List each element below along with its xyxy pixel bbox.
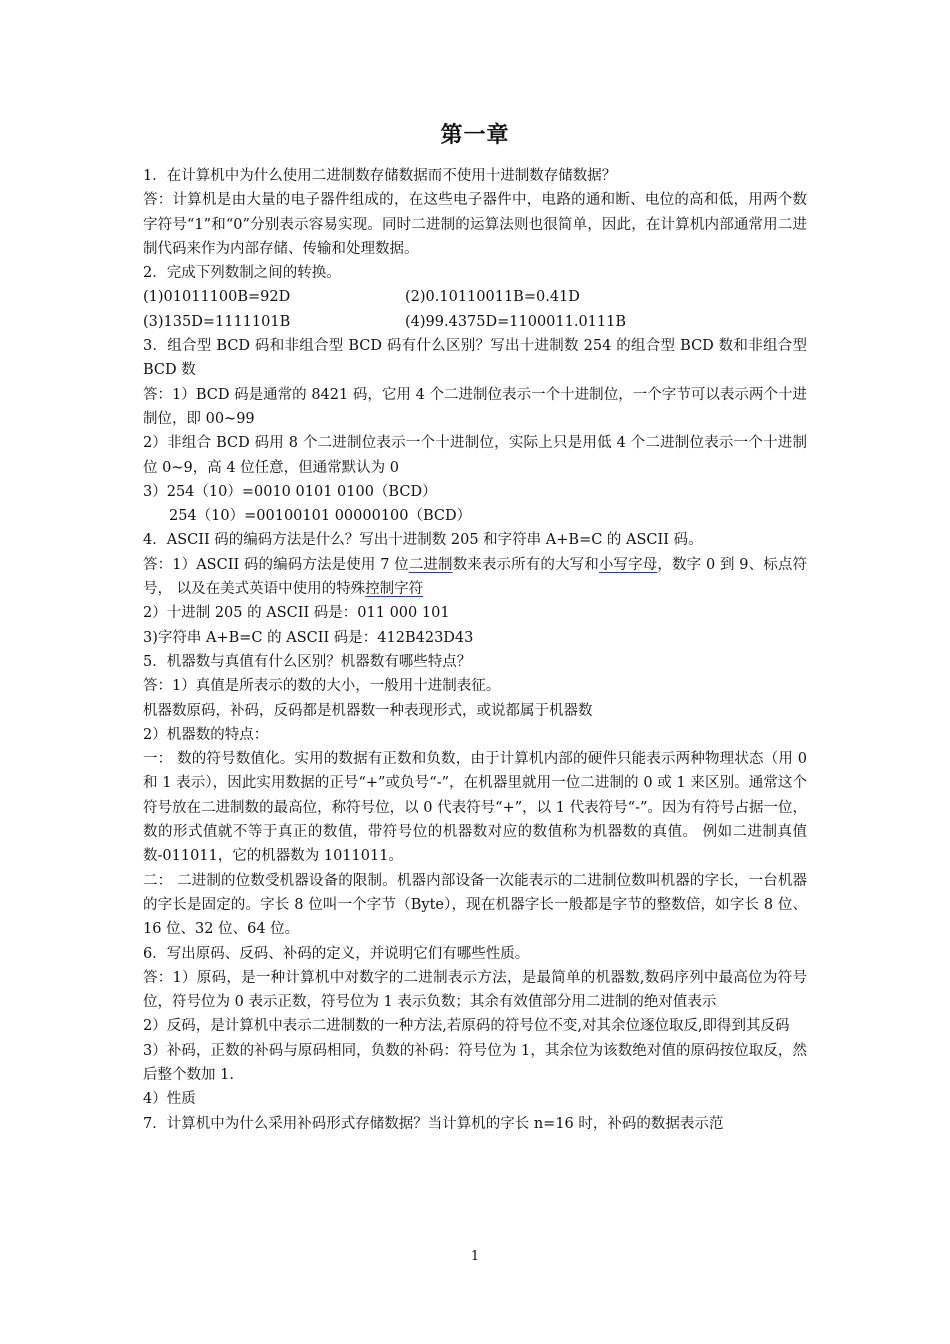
page-number: 1 bbox=[470, 1249, 480, 1264]
answer-4-text-b: 数来表示所有的大写和 bbox=[452, 556, 599, 573]
conversion-1: (1)01011100B=92D bbox=[143, 289, 291, 306]
answer-3-part-4: 254（10）=00100101 00000100（BCD） bbox=[169, 508, 472, 525]
conversion-3: (3)135D=1111101B bbox=[143, 313, 291, 330]
answer-3-part-1: 答：1）BCD 码是通常的 8421 码，它用 4 个二进制位表示一个十进制位，一个字节可以表示两个十进制位，即 00~99 bbox=[143, 386, 807, 427]
answer-3-part-2: 2）非组合 BCD 码用 8 个二进制位表示一个十进制位，实际上只是用低 4 个二进制位表示一个十进制位 0~9，高 4 位任意，但通常默认为 0 bbox=[143, 435, 807, 476]
answer-3-part-3: 3）254（10）=0010 0101 0100（BCD） bbox=[143, 483, 437, 500]
conversion-row-1 bbox=[143, 285, 807, 309]
chapter-title: 第一章 bbox=[440, 123, 510, 148]
answer-6-part-3: 3）补码，正数的补码与原码相同，负数的补码：符号位为 1，其余位为该数绝对值的原码按位取反，然后整个数加 1. bbox=[143, 1042, 807, 1083]
link-control-characters[interactable]: 控制字符 bbox=[365, 581, 424, 598]
document-body bbox=[143, 164, 807, 1136]
question-1: 1．在计算机中为什么使用二进制数存储数据而不使用十进制数存储数据？ bbox=[143, 168, 617, 184]
conversion-2: (2)0.10110011B=0.41D bbox=[405, 289, 580, 306]
answer-4-part-3: 3)字符串 A+B=C 的 ASCII 码是：412B423D43 bbox=[143, 629, 474, 646]
question-4: 4．ASCII 码的编码方法是什么？写出十进制数 205 和字符串 A+B=C 的 ASCII 码。 bbox=[143, 532, 703, 549]
answer-6-part-4: 4）性质 bbox=[143, 1091, 196, 1108]
answer-4-part-1 bbox=[143, 553, 807, 602]
answer-5-part-5: 二： 二进制的位数受机器设备的限制。机器内部设备一次能表示的二进制位数叫机器的字长，一台机器的字长是固定的。字长 8 位叫一个字节（Byte），现在机器字长一般都是字节的整数倍，如字长 8 位、16 位、32 位、64 位。 bbox=[143, 872, 807, 938]
answer-6-part-1: 答：1）原码，是一种计算机中对数字的二进制表示方法，是最简单的机器数,数码序列中最高位为符号位，符号位为 0 表示正数，符号位为 1 表示负数；其余有效值部分用二进制的绝对值表示 bbox=[143, 969, 807, 1011]
link-lowercase-letters[interactable]: 小写字母 bbox=[598, 556, 658, 573]
answer-5-part-4: 一： 数的符号数值化。实用的数据有正数和负数，由于计算机内部的硬件只能表示两种物理状态（用 0 和 1 表示），因此实用数据的正号“+”或负号“-”，在机器里就用一位二进制的 0 或 1 来区别。通常这个符号放在二进制数的最高位，称符号位，以 0 代表符号“+”，以 1 代表符号“-”。因为有符号占据一位，数的形式值就不等于真正的数值，带符号位的机器数对应的数值称为机器数的真值。 例如二进制真值数-011011，它的机器数为 1011011。 bbox=[143, 751, 807, 865]
answer-4-text-a: 答：1）ASCII 码的编码方法是使用 7 位 bbox=[143, 556, 409, 573]
answer-5-part-1: 答：1）真值是所表示的数的大小，一般用十进制表征。 bbox=[143, 678, 501, 695]
question-5: 5．机器数与真值有什么区别？机器数有哪些特点？ bbox=[143, 653, 472, 670]
question-6: 6．写出原码、反码、补码的定义，并说明它们有哪些性质。 bbox=[143, 945, 530, 962]
answer-5-part-3: 2）机器数的特点： bbox=[143, 726, 269, 743]
question-3: 3．组合型 BCD 码和非组合型 BCD 码有什么区别？写出十进制数 254 的组合型 BCD 数和非组合型 BCD 数 bbox=[143, 338, 807, 379]
answer-5-part-2: 机器数原码，补码，反码都是机器数一种表现形式，或说都属于机器数 bbox=[143, 702, 593, 719]
conversion-4: (4)99.4375D=1100011.0111B bbox=[405, 313, 627, 330]
answer-4-part-2: 2）十进制 205 的 ASCII 码是：011 000 101 bbox=[143, 605, 450, 622]
answer-6-part-2: 2）反码，是计算机中表示二进制数的一种方法,若原码的符号位不变,对其余位逐位取反,即得到其反码 bbox=[143, 1018, 790, 1035]
answer-4-text-c: ，数字 0 到 9、标点符号， 以及在美式英语中使用的特殊 bbox=[143, 556, 808, 598]
link-binary[interactable]: 二进制 bbox=[408, 556, 453, 573]
conversion-row-2 bbox=[143, 310, 807, 334]
answer-1: 答：计算机是由大量的电子器件组成的，在这些电子器件中，电路的通和断、电位的高和低，用两个数字符号“1”和“0”分别表示容易实现。同时二进制的运算法则也很简单，因此，在计算机内部通常用二进制代码来作为内部存储、传输和处理数据。 bbox=[143, 192, 807, 257]
question-2: 2．完成下列数制之间的转换。 bbox=[143, 265, 341, 282]
question-7: 7．计算机中为什么采用补码形式存储数据？当计算机的字长 n=16 时，补码的数据表示范 bbox=[143, 1115, 724, 1132]
